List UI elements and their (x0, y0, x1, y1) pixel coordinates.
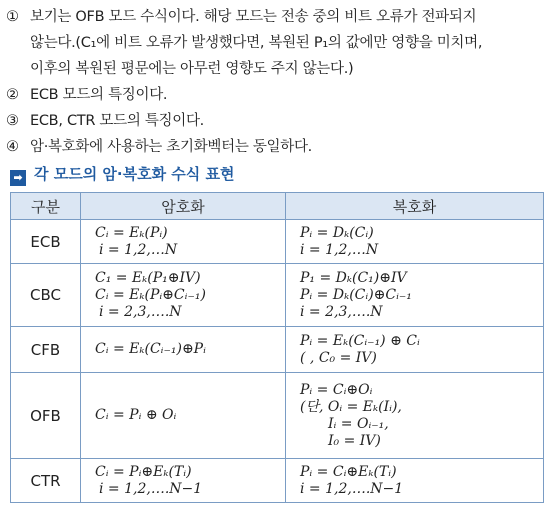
item-text-line: 않는다.(C₁에 비트 오류가 발생했다면, 복원된 P₁의 값에만 영향을 미치며, (30, 35, 483, 51)
answer-item-1 (6, 4, 546, 82)
item-number: ② (6, 87, 19, 103)
column-header-decryption: 복호화 (286, 193, 544, 220)
encryption-formula (81, 220, 286, 264)
formula-line: P₁ = Dₖ(C₁)⊕IV (300, 269, 407, 286)
formula-line: ( , C₀ = IV) (300, 349, 377, 366)
formula-line: Cᵢ = Eₖ(Pᵢ) (95, 224, 168, 241)
encryption-formula (81, 373, 286, 459)
formula-line: Cᵢ = Pᵢ⊕Eₖ(Tᵢ) (95, 463, 192, 480)
decryption-formula (286, 220, 544, 264)
encryption-formula (81, 264, 286, 327)
decryption-formula (286, 327, 544, 373)
formula-line: Pᵢ = Dₖ(Cᵢ)⊕Cᵢ₋₁ (300, 286, 412, 303)
formula-line: i = 2,3,….N (99, 303, 182, 320)
formula-line: Cᵢ = Eₖ(Cᵢ₋₁)⊕Pᵢ (95, 341, 206, 357)
formula-line: (단, Oᵢ = Eₖ(Iᵢ), (300, 398, 402, 415)
table-row-ecb (11, 220, 544, 264)
item-text-line: 보기는 OFB 모드 수식이다. 해당 모드는 전송 중의 비트 오류가 전파되지 (30, 9, 477, 25)
formula-line: Pᵢ = Dₖ(Cᵢ) (300, 224, 374, 241)
encryption-formula (81, 459, 286, 503)
item-text-line: 암·복호화에 사용하는 초기화벡터는 동일하다. (30, 139, 312, 155)
decryption-formula (286, 373, 544, 459)
arrow-right-icon: ➡ (10, 170, 26, 186)
mode-label: CTR (11, 459, 81, 503)
section-heading-text: 각 모드의 암·복호화 수식 표현 (34, 165, 235, 183)
item-text-line: ECB 모드의 특징이다. (30, 87, 168, 103)
item-number: ③ (6, 113, 19, 129)
formula-line: I₀ = IV) (328, 432, 381, 449)
item-number: ④ (6, 139, 19, 155)
formula-line: Cᵢ = Pᵢ ⊕ Oᵢ (95, 407, 177, 423)
formula-line: C₁ = Eₖ(P₁⊕IV) (95, 269, 201, 286)
section-heading (10, 162, 234, 186)
mode-label: OFB (11, 373, 81, 459)
answer-item-3 (6, 108, 546, 134)
formula-line: i = 1,2,…N (99, 241, 178, 258)
formula-line: i = 2,3,….N (300, 303, 383, 320)
table-row-cfb (11, 327, 544, 373)
formula-line: i = 1,2,….N−1 (300, 480, 404, 497)
formula-line: Pᵢ = Cᵢ⊕Oᵢ (300, 381, 373, 398)
item-text-line: 이후의 복원된 평문에는 아무런 영향도 주지 않는다.) (30, 61, 354, 77)
formula-line: Iᵢ = Oᵢ₋₁, (328, 415, 389, 432)
mode-label: ECB (11, 220, 81, 264)
formula-line: Cᵢ = Eₖ(Pᵢ⊕Cᵢ₋₁) (95, 286, 206, 303)
mode-formula-table (10, 192, 544, 503)
table-row-cbc (11, 264, 544, 327)
decryption-formula (286, 459, 544, 503)
table-row-ctr (11, 459, 544, 503)
table-row-ofb (11, 373, 544, 459)
formula-line: i = 1,2,…N (300, 241, 379, 258)
formula-line: i = 1,2,….N−1 (99, 480, 203, 497)
formula-line: Pᵢ = Cᵢ⊕Eₖ(Tᵢ) (300, 463, 397, 480)
table-header-row (11, 193, 544, 220)
answer-item-4 (6, 134, 546, 160)
encryption-formula (81, 327, 286, 373)
column-header-encryption: 암호화 (81, 193, 286, 220)
mode-label: CBC (11, 264, 81, 327)
item-number: ① (6, 9, 19, 25)
answer-item-2 (6, 82, 546, 108)
formula-line: Pᵢ = Eₖ(Cᵢ₋₁) ⊕ Cᵢ (300, 332, 420, 349)
column-header-mode: 구분 (11, 193, 81, 220)
item-text-line: ECB, CTR 모드의 특징이다. (30, 113, 204, 129)
mode-label: CFB (11, 327, 81, 373)
decryption-formula (286, 264, 544, 327)
